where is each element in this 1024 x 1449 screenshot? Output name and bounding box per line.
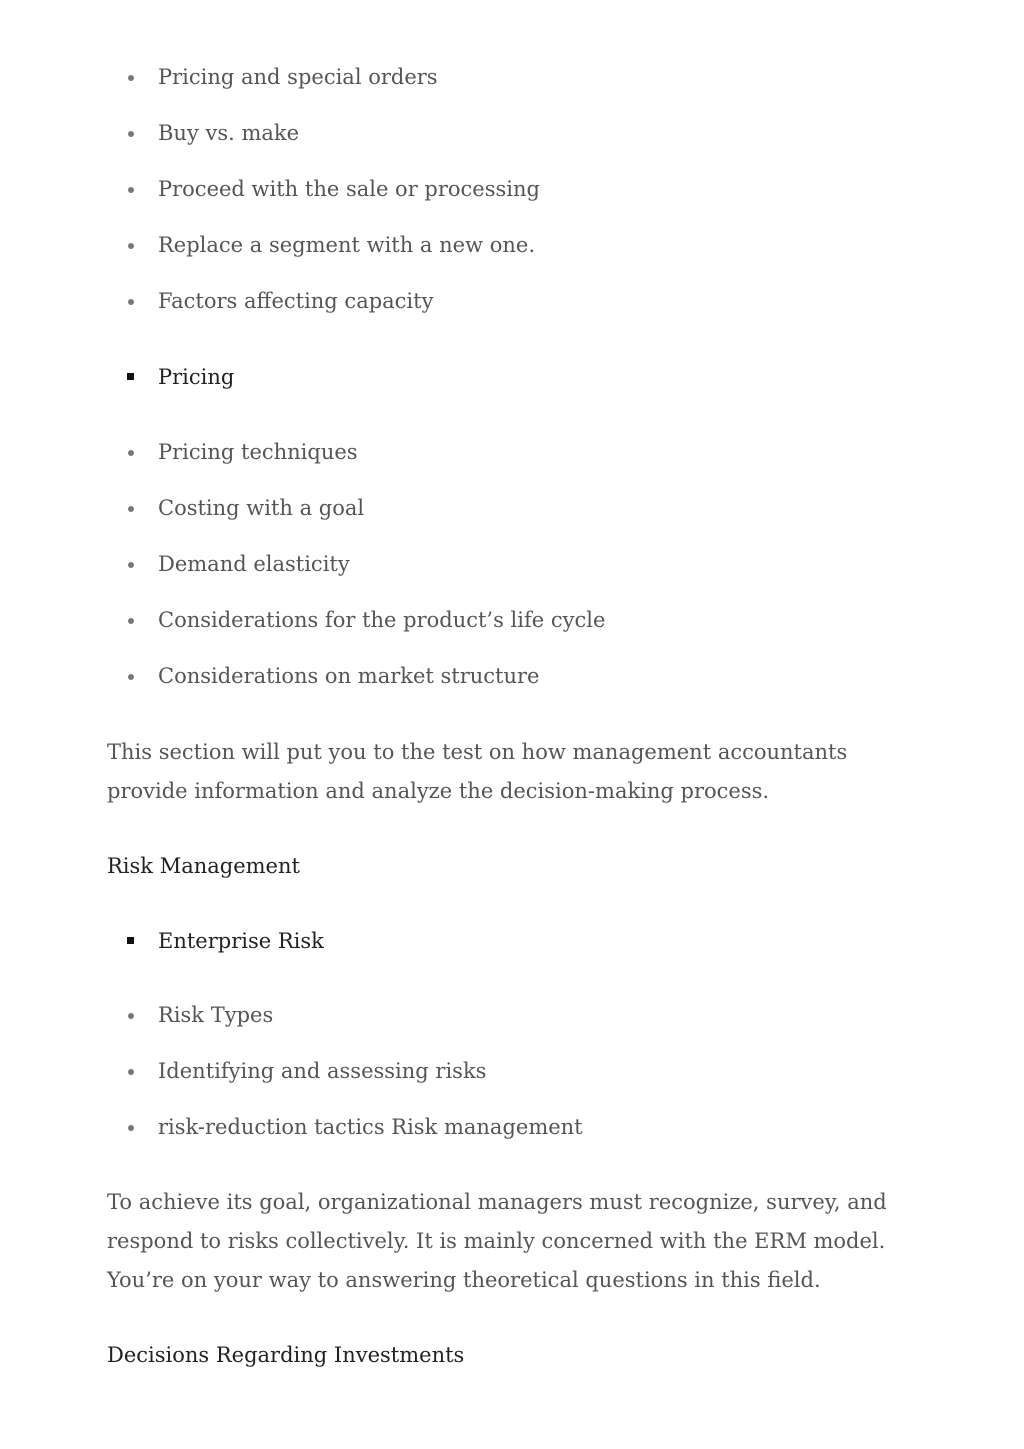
subheading-text: Pricing [158, 365, 235, 389]
list-item-text: Costing with a goal [158, 496, 365, 520]
list-item [107, 648, 937, 704]
bullet-icon [128, 1013, 134, 1019]
pricing-topics-list [107, 424, 937, 704]
enterprise-risk-subheading [107, 921, 938, 961]
list-item [107, 592, 937, 648]
list-item [107, 273, 937, 329]
erm-paragraph: To achieve its goal, organizational managers must recognize, survey, and respond to risks collectively. It is mainly concerned with the ERM model. You’re on your way to answering theoretical questions in this field. [107, 1190, 887, 1292]
bullet-icon [128, 562, 134, 568]
decision-topics-list [107, 49, 937, 329]
bullet-icon [128, 506, 134, 512]
list-item [107, 1043, 937, 1099]
bullet-icon [128, 187, 134, 193]
square-bullet-icon [127, 937, 134, 944]
list-item [107, 161, 937, 217]
list-item-text: Pricing techniques [158, 440, 358, 464]
list-item-text: Risk Types [158, 1003, 274, 1027]
pricing-subheading [107, 357, 938, 397]
investments-heading: Decisions Regarding Investments [107, 1343, 465, 1367]
decision-making-paragraph: This section will put you to the test on how management accountants provide information and analyze the decision-making process. [107, 740, 848, 803]
list-item [107, 424, 937, 480]
risk-topics-list [107, 987, 937, 1155]
list-item-text: Pricing and special orders [158, 65, 438, 89]
list-item-text: Factors affecting capacity [158, 289, 434, 313]
list-item-text: Proceed with the sale or processing [158, 177, 540, 201]
list-item-text: Identifying and assessing risks [158, 1059, 487, 1083]
list-item [107, 536, 937, 592]
bullet-icon [128, 243, 134, 249]
list-item [107, 217, 937, 273]
bullet-icon [128, 618, 134, 624]
bullet-icon [128, 131, 134, 137]
list-item [107, 105, 937, 161]
list-item-text: Replace a segment with a new one. [158, 233, 536, 257]
list-item-text: Buy vs. make [158, 121, 300, 145]
bullet-icon [128, 299, 134, 305]
list-item [107, 480, 937, 536]
list-item-text: risk-reduction tactics Risk management [158, 1115, 583, 1139]
bullet-icon [128, 450, 134, 456]
subheading-text: Enterprise Risk [158, 929, 324, 953]
list-item-text: Considerations on market structure [158, 664, 540, 688]
bullet-icon [128, 1125, 134, 1131]
list-item [107, 49, 937, 105]
risk-management-heading: Risk Management [107, 854, 300, 878]
list-item-text: Demand elasticity [158, 552, 350, 576]
list-item [107, 1099, 937, 1155]
bullet-icon [128, 674, 134, 680]
list-item-text: Considerations for the product’s life cycle [158, 608, 606, 632]
square-bullet-icon [127, 373, 134, 380]
bullet-icon [128, 1069, 134, 1075]
bullet-icon [128, 75, 134, 81]
list-item [107, 987, 937, 1043]
